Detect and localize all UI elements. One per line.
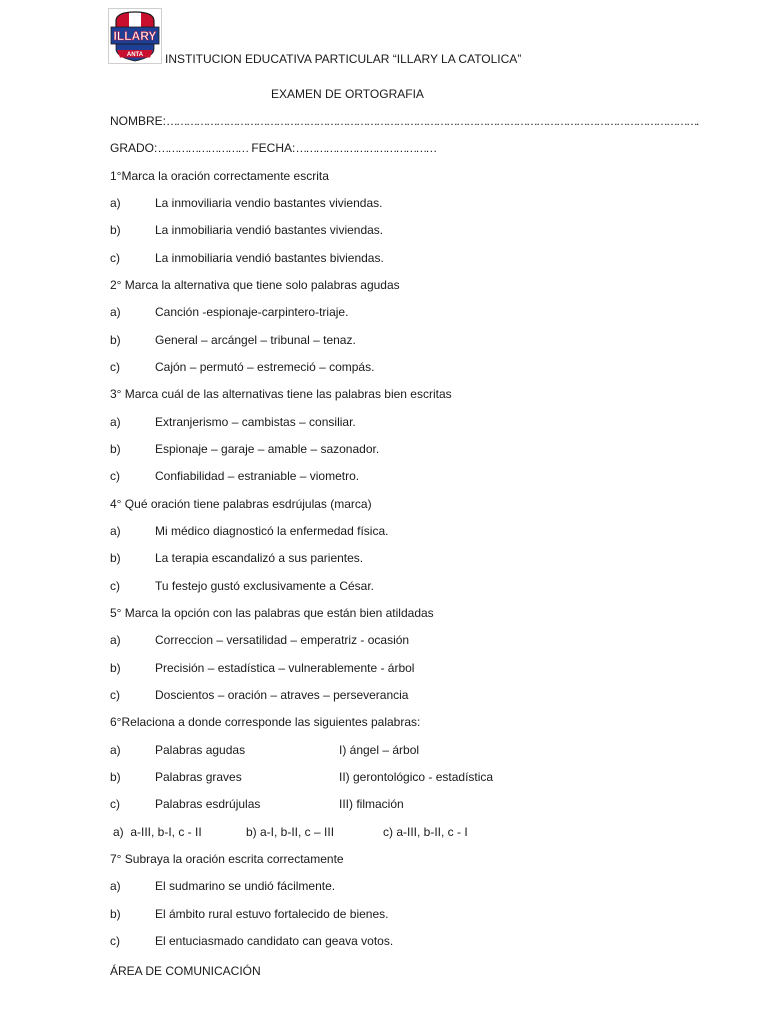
question-7-prompt: 7° Subraya la oración escrita correctamente	[110, 852, 344, 867]
grade-blank: ………………………	[157, 141, 248, 156]
question-6-answer-choices	[110, 819, 710, 846]
option-letter: a)	[110, 305, 121, 320]
option-letter: b)	[110, 551, 121, 566]
option-text: Canción -espionaje-carpintero-triaje.	[155, 305, 349, 320]
option-text: Palabras agudas	[155, 742, 246, 757]
option-text: La inmobiliaria vendió bastantes viviendas.	[155, 223, 384, 238]
option-text: El ámbito rural estuvo fortalecido de bienes.	[155, 906, 389, 921]
option-letter: b)	[110, 660, 121, 675]
name-blank: …………………………………………………………………………………………………………………………………………….	[166, 113, 698, 128]
option-text: General – arcángel – tribunal – tenaz.	[155, 332, 356, 347]
option-letter: c)	[110, 469, 120, 484]
answer-choice-a: a) a-III, b-I, c - II	[113, 824, 202, 839]
question-2-option-a	[110, 299, 710, 326]
option-letter: b)	[110, 332, 121, 347]
option-text: Doscientos – oración – atraves – perseverancia	[155, 688, 409, 703]
institution-name: INSTITUCION EDUCATIVA PARTICULAR “ILLARY LA CATOLICA”	[165, 52, 522, 66]
question-1-option-a	[110, 190, 710, 217]
option-letter: c)	[110, 797, 120, 812]
logo-subtitle: ANTA	[126, 52, 144, 58]
question-2-option-b	[110, 327, 710, 354]
question-5-option-a	[110, 627, 710, 654]
option-letter: c)	[110, 934, 120, 949]
option-text: Palabras graves	[155, 770, 242, 785]
option-letter: a)	[110, 633, 121, 648]
option-letter: a)	[110, 524, 121, 538]
subject-area: ÁREA DE COMUNICACIÓN	[110, 963, 261, 978]
option-letter: a)	[110, 195, 121, 210]
question-6-option-c	[110, 791, 710, 818]
option-letter: c)	[110, 359, 120, 374]
option-letter: a)	[110, 414, 121, 429]
question-2-option-c	[110, 354, 710, 381]
name-label: NOMBRE:	[110, 113, 167, 128]
option-text: La inmoviliaria vendio bastantes viviendas.	[155, 195, 383, 210]
option-text: Palabras esdrújulas	[155, 797, 261, 812]
option-letter: b)	[110, 223, 121, 238]
exam-body	[110, 81, 710, 985]
option-text: El entuciasmado candidato can geava votos.	[155, 934, 394, 949]
question-7-option-c	[110, 928, 710, 955]
option-text: Confiabilidad – estraniable – viometro.	[155, 469, 360, 484]
option-text: Precisión – estadística – vulnerablemente - árbol	[155, 660, 415, 675]
match-text: III) filmación	[339, 797, 404, 812]
question-4-option-b	[110, 545, 710, 572]
question-4-prompt: 4° Qué oración tiene palabras esdrújulas (marca)	[110, 496, 372, 511]
name-field	[110, 108, 710, 135]
question-3-option-c	[110, 463, 710, 490]
question-1-prompt: 1°Marca la oración correctamente escrita	[110, 168, 329, 183]
question-4-option-c	[110, 573, 710, 600]
question-7-option-b	[110, 901, 710, 928]
question-5-option-c	[110, 682, 710, 709]
option-text: Espionaje – garaje – amable – sazonador.	[155, 441, 380, 456]
grade-date-field	[110, 135, 710, 162]
option-letter: a)	[110, 742, 121, 757]
option-text: Mi médico diagnosticó la enfermedad física.	[155, 524, 389, 538]
match-text: II) gerontológico - estadística	[339, 770, 494, 785]
question-6-prompt: 6°Relaciona a donde corresponde las siguientes palabras:	[110, 715, 421, 730]
school-logo	[108, 8, 162, 64]
question-6-option-a	[110, 737, 710, 764]
question-3-option-a	[110, 409, 710, 436]
question-4-option-a	[110, 518, 710, 545]
option-letter: c)	[110, 250, 120, 265]
match-text: I) ángel – árbol	[339, 742, 420, 757]
grade-label: GRADO:	[110, 141, 158, 156]
option-letter: c)	[110, 688, 120, 703]
answer-choice-c: c) a-III, b-II, c - I	[383, 824, 468, 839]
option-text: Cajón – permutó – estremeció – compás.	[155, 359, 375, 374]
option-text: La inmobiliaria vendió bastantes biviendas.	[155, 250, 384, 265]
answer-choice-b: b) a-I, b-II, c – III	[246, 824, 335, 839]
question-5-prompt: 5° Marca la opción con las palabras que están bien atildadas	[110, 606, 434, 621]
option-text: La terapia escandalizó a sus parientes.	[155, 551, 364, 566]
question-3-prompt: 3° Marca cuál de las alternativas tiene las palabras bien escritas	[110, 387, 452, 402]
date-blank: ……………………………………	[295, 141, 436, 156]
date-label: FECHA:	[251, 141, 296, 156]
question-1-option-c	[110, 245, 710, 272]
question-2-prompt: 2° Marca la alternativa que tiene solo palabras agudas	[110, 277, 400, 292]
logo-name: ILLARY	[113, 29, 157, 43]
option-text: El sudmarino se undió fácilmente.	[155, 879, 336, 894]
question-6-option-b	[110, 764, 710, 791]
question-3-option-b	[110, 436, 710, 463]
option-text: Correccion – versatilidad – emperatriz - ocasión	[155, 633, 410, 648]
option-letter: b)	[110, 906, 121, 921]
option-text: Extranjerismo – cambistas – consiliar.	[155, 414, 356, 429]
question-7-option-a	[110, 873, 710, 900]
question-1-option-b	[110, 217, 710, 244]
option-letter: b)	[110, 441, 121, 456]
option-letter: c)	[110, 578, 120, 593]
exam-title: EXAMEN DE ORTOGRAFIA	[271, 86, 424, 101]
option-letter: a)	[110, 879, 121, 894]
question-5-option-b	[110, 655, 710, 682]
option-letter: b)	[110, 770, 121, 785]
option-text: Tu festejo gustó exclusivamente a César.	[155, 578, 374, 593]
